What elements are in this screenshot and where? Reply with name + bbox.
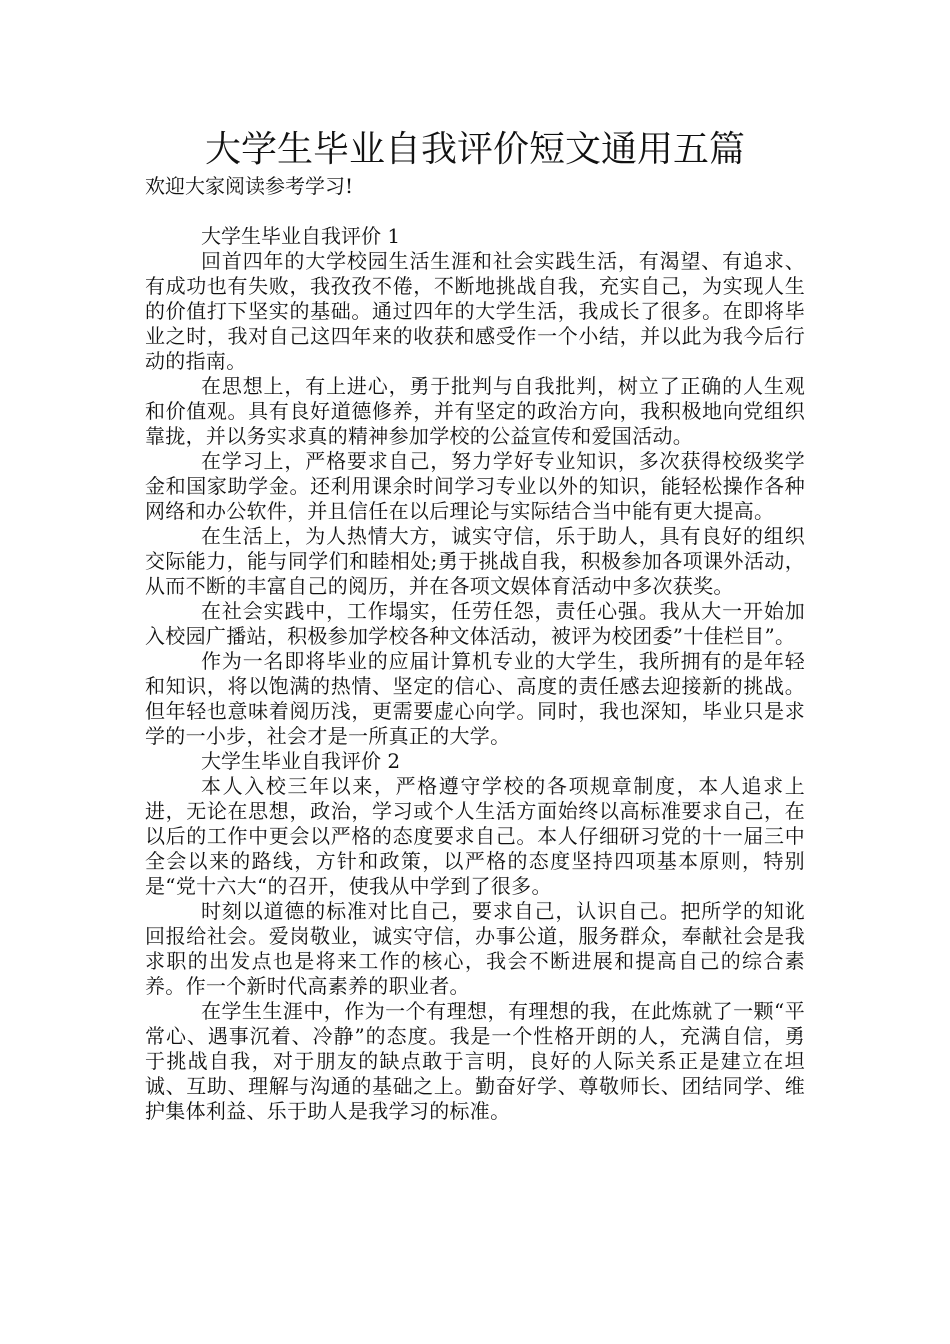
paragraph: 本人入校三年以来，严格遵守学校的各项规章制度，本人追求上进，无论在思想，政治，学习或个人生活方面始终以高标准要求自己，在以后的工作中更会以严格的态度要求自己。本人仔细研习党的十一届三中全会以来的路线，方针和政策，以严格的态度坚持四项基本原则，特别是“党十六大“的召开，使我从中学到了很多。 [145, 774, 805, 898]
paragraph: 时刻以道德的标准对比自己，要求自己，认识自己。把所学的知讹回报给社会。爱岗敬业，诚实守信，办事公道，服务群众，奉献社会是我求职的出发点也是将来工作的核心，我会不断进展和提高自己的综合素养。作一个新时代高素养的职业者。 [145, 899, 805, 998]
paragraph: 在生活上，为人热情大方，诚实守信，乐于助人，具有良好的组织交际能力，能与同学们和睦相处;勇于挑战自我，积极参加各项课外活动，从而不断的丰富自己的阅历，并在各项文娱体育活动中多次获奖。 [145, 524, 805, 598]
paragraph: 在思想上，有上进心，勇于批判与自我批判，树立了正确的人生观和价值观。具有良好道德修养，并有坚定的政治方向，我积极地向党组织靠拢，并以务实求真的精神参加学校的公益宣传和爱国活动。 [145, 374, 805, 448]
paragraph: 在社会实践中，工作塌实，任劳任怨，责任心强。我从大一开始加入校园广播站，积极参加学校各种文体活动，被评为校团委”十佳栏目”。 [145, 599, 805, 648]
paragraph: 在学习上，严格要求自己，努力学好专业知识，多次获得校级奖学金和国家助学金。还利用课余时间学习专业以外的知识，能轻松操作各种网络和办公软件，并且信任在以后理论与实际结合当中能有更大提高。 [145, 449, 805, 523]
document-title: 大学生毕业自我评价短文通用五篇 [204, 129, 745, 170]
document-page [145, 128, 805, 1124]
paragraph: 回首四年的大学校园生活生涯和社会实践生活，有渴望、有追求、有成功也有失败，我孜孜不倦，不断地挑战自我，充实自己，为实现人生的价值打下坚实的基础。通过四年的大学生活，我成长了很多。在即将毕业之时，我对自己这四年来的收获和感受作一个小结，并以此为我今后行动的指南。 [145, 249, 805, 373]
paragraph: 在学生生涯中，作为一个有理想，有理想的我，在此炼就了一颗“平常心、遇事沉着、冷静”的态度。我是一个性格开朗的人，充满自信，勇于挑战自我，对于朋友的缺点敢于言明，良好的人际关系正是建立在坦诚、互助、理解与沟通的基础之上。勤奋好学、尊敬师长、团结同学、维护集体利益、乐于助人是我学习的标准。 [145, 999, 805, 1123]
paragraph: 作为一名即将毕业的应届计算机专业的大学生，我所拥有的是年轻和知识，将以饱满的热情、坚定的信心、高度的责任感去迎接新的挑战。但年轻也意味着阅历浅，更需要虚心向学。同时，我也深知，毕业只是求学的一小步，社会才是一所真正的大学。 [145, 649, 805, 748]
section-heading: 大学生毕业自我评价 1 [201, 224, 401, 248]
intro-text: 欢迎大家阅读参考学习! [145, 174, 354, 198]
section-heading: 大学生毕业自我评价 2 [201, 749, 401, 773]
